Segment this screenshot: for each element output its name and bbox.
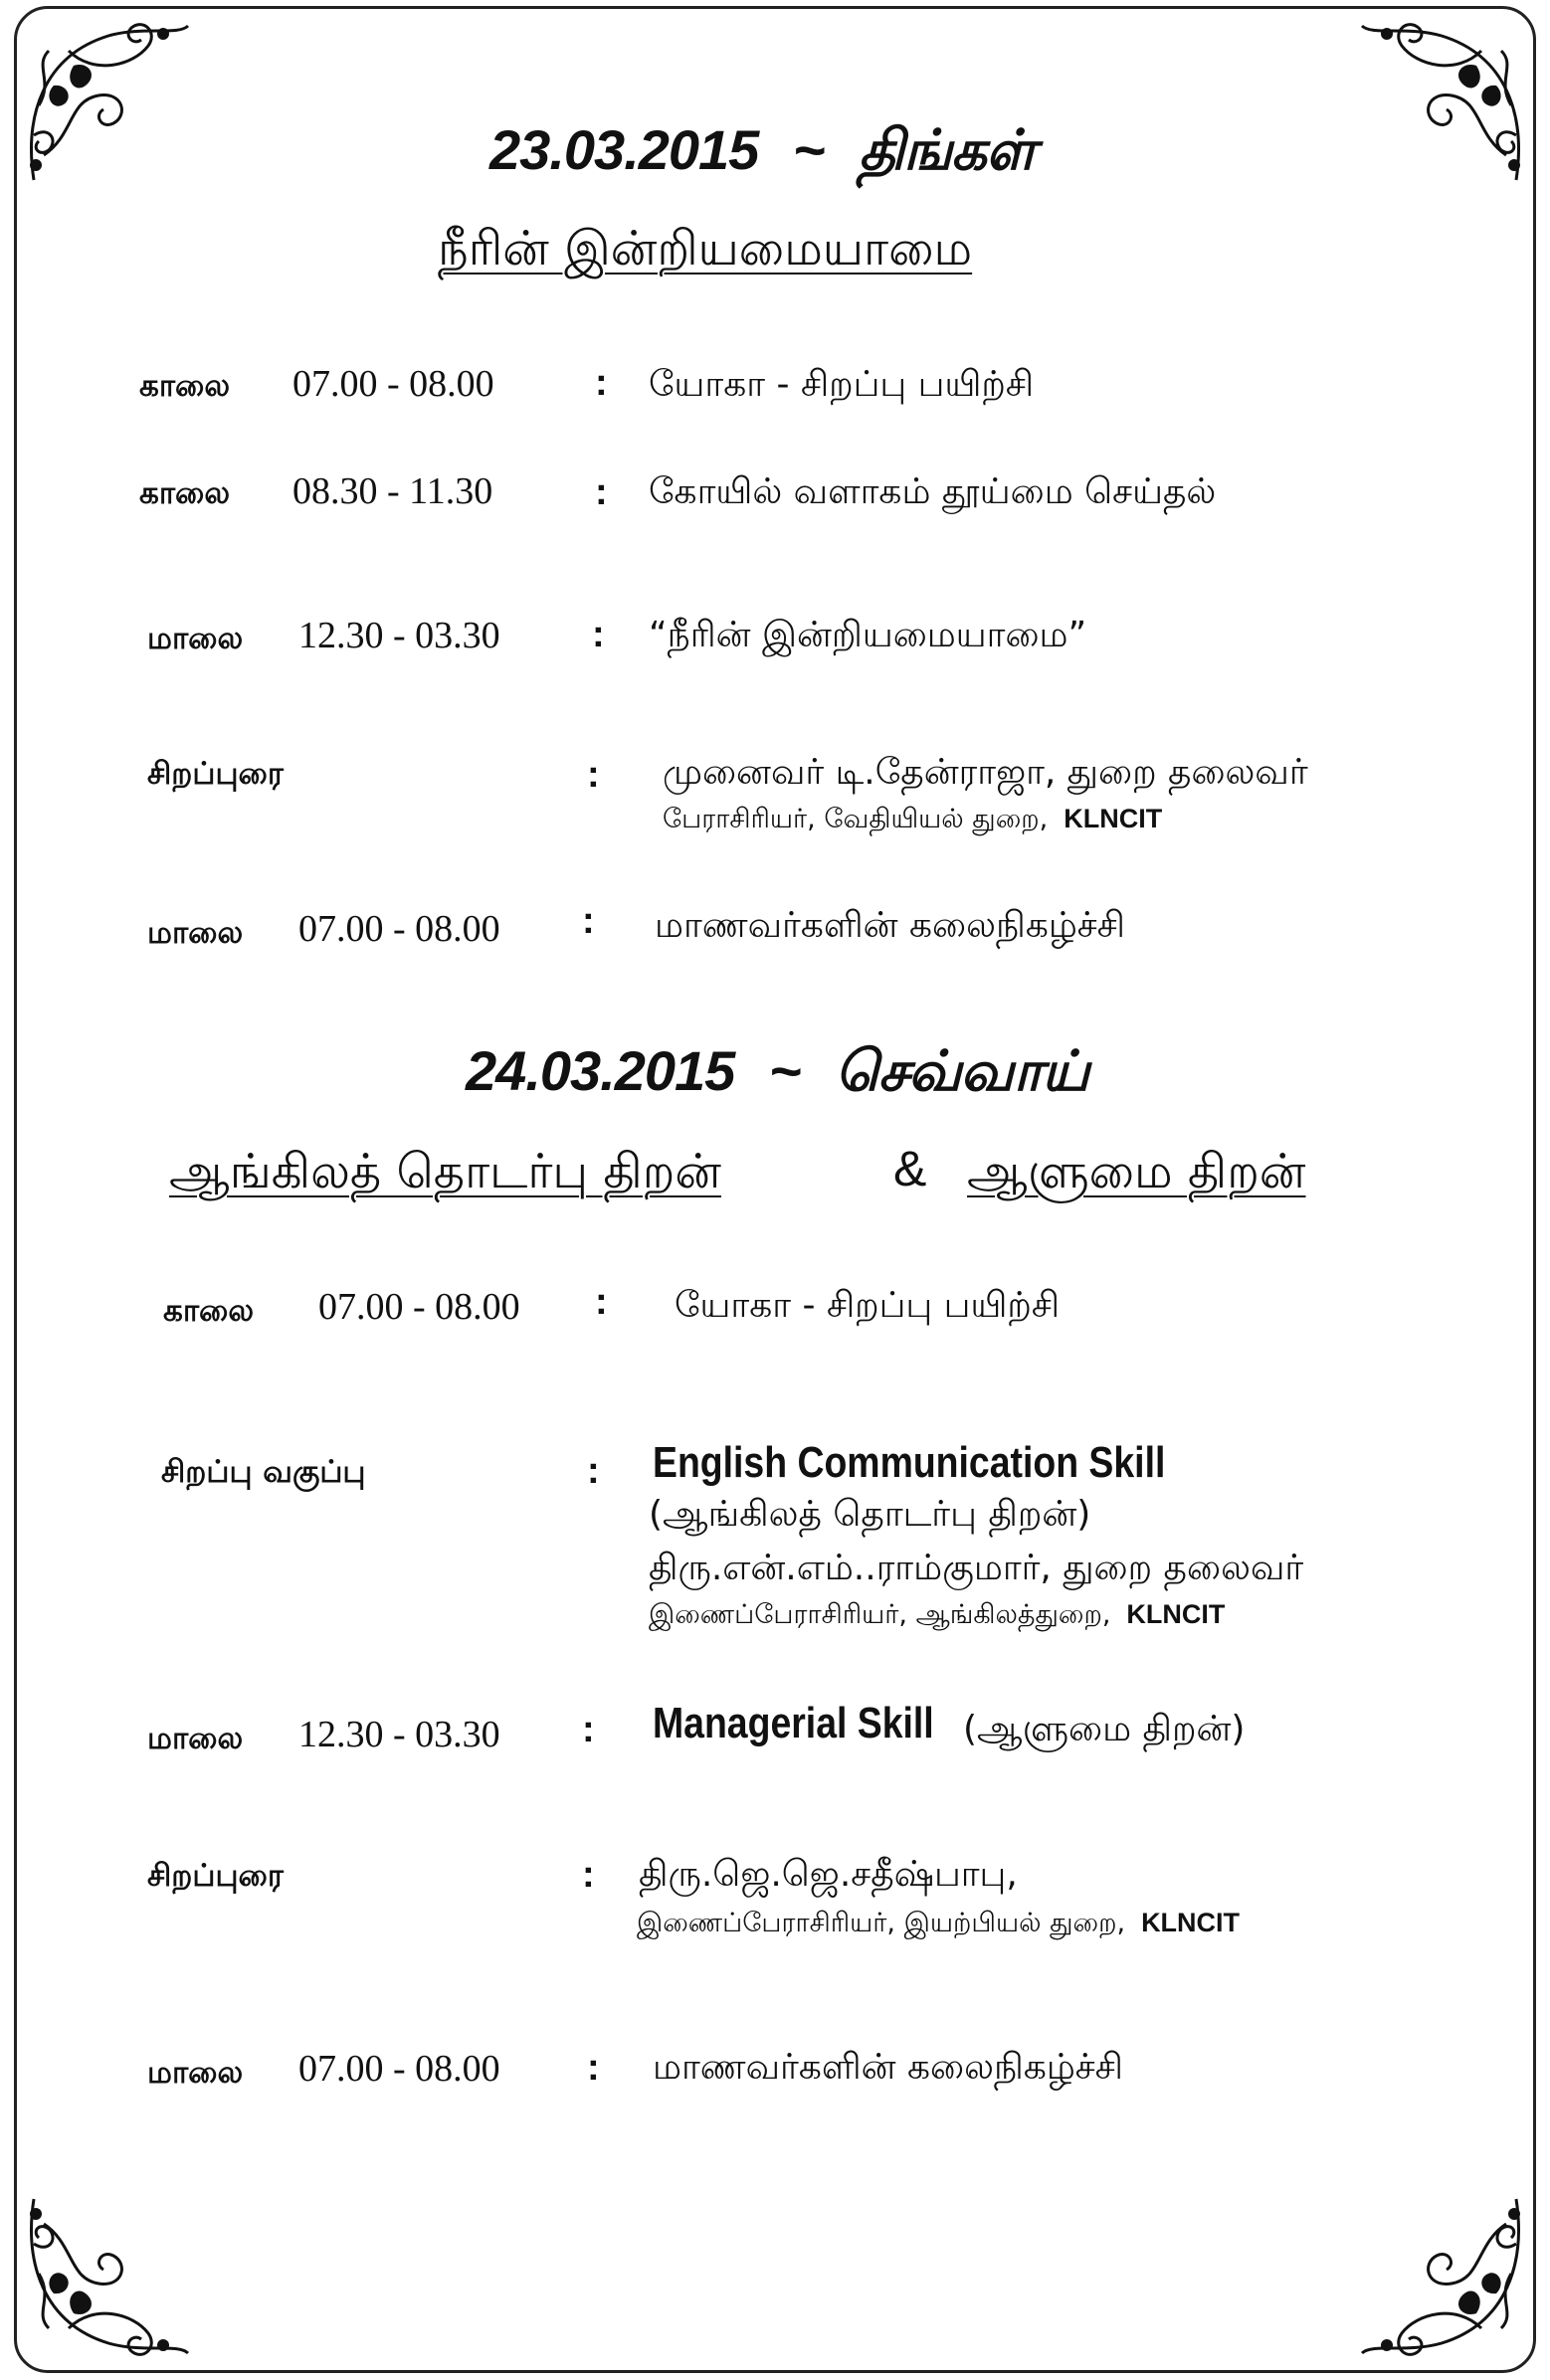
schedule-activity: “நீரின் இன்றியமையாமை” [649, 615, 1087, 655]
speaker-affiliation [637, 1908, 1240, 1942]
schedule-label: காலை [139, 475, 231, 511]
speaker-designation: இணைப்பேராசிரியர், இயற்பியல் துறை, [637, 1908, 1126, 1938]
colon-separator: : [595, 1281, 608, 1323]
class-title-english: English Communication Skill [653, 1438, 1166, 1487]
speaker-designation: இணைப்பேராசிரியர், ஆங்கிலத்துறை, [649, 1599, 1111, 1630]
class-title-tamil: (ஆங்கிலத் தொடர்பு திறன்) [649, 1494, 1091, 1535]
schedule-activity: கோயில் வளாகம் தூய்மை செய்தல் [649, 471, 1217, 512]
colon-separator: : [587, 754, 600, 796]
day2-date: 24.03.2015 [466, 1039, 735, 1102]
speaker-designation: பேராசிரியர், வேதியியல் துறை, [663, 804, 1049, 834]
schedule-activity: யோகா - சிறப்பு பயிற்சி [675, 1285, 1061, 1326]
speaker-affiliation [649, 1599, 1225, 1634]
corner-ornament-bottom-left [14, 2184, 203, 2373]
day2-title-left: ஆங்கிலத் தொடர்பு திறன் [169, 1144, 721, 1199]
speaker-name: முனைவர் டி.தேன்ராஜா, துறை தலைவர் [663, 752, 1308, 793]
speaker-affiliation [663, 804, 1162, 838]
schedule-label: மாலை [147, 2055, 244, 2091]
speaker-name: திரு.என்.எம்..ராம்குமார், துறை தலைவர் [649, 1548, 1304, 1588]
ampersand: & [893, 1141, 927, 1196]
schedule-activity: மாணவர்களின் கலைநிகழ்ச்சி [655, 905, 1125, 946]
schedule-label: மாலை [147, 1721, 244, 1756]
corner-ornament-top-right [1347, 6, 1536, 195]
schedule-time: 12.30 - 03.30 [298, 1714, 500, 1755]
day1-date-heading [489, 117, 1035, 190]
colon-separator: : [582, 1709, 595, 1750]
colon-separator: : [582, 900, 595, 942]
day1-weekday: திங்கள் [859, 118, 1036, 183]
institution-name: KLNCIT [1064, 804, 1163, 833]
schedule-label: காலை [163, 1293, 255, 1329]
colon-separator: : [582, 1854, 595, 1896]
schedule-label: சிறப்புரை [147, 756, 284, 792]
colon-separator: : [587, 1450, 600, 1492]
schedule-label: காலை [139, 368, 231, 404]
colon-separator: : [595, 362, 608, 404]
schedule-time: 07.00 - 08.00 [292, 363, 494, 405]
colon-separator: : [587, 2047, 600, 2089]
colon-separator: : [592, 614, 605, 655]
schedule-label: மாலை [147, 621, 244, 656]
schedule-time: 07.00 - 08.00 [298, 908, 500, 950]
schedule-label: மாலை [147, 915, 244, 951]
class-title-tamil: (ஆளுமை திறன்) [963, 1709, 1246, 1749]
schedule-time: 08.30 - 11.30 [292, 470, 493, 512]
schedule-time: 07.00 - 08.00 [318, 1286, 520, 1328]
schedule-time: 12.30 - 03.30 [298, 615, 500, 656]
speaker-name: திரு.ஜெ.ஜெ.சதீஷ்பாபு, [639, 1854, 1018, 1895]
schedule-time: 07.00 - 08.00 [298, 2048, 500, 2090]
day1-tilde: ~ [792, 118, 825, 181]
schedule-activity: மாணவர்களின் கலைநிகழ்ச்சி [653, 2047, 1123, 2088]
schedule-activity: யோகா - சிறப்பு பயிற்சி [649, 364, 1035, 405]
managerial-skill-label: Managerial Skill [653, 1699, 934, 1747]
class-title-english [653, 1699, 934, 1748]
corner-ornament-bottom-right [1347, 2184, 1536, 2373]
day2-date-heading [466, 1038, 1088, 1111]
corner-ornament-top-left [14, 6, 203, 195]
institution-name: KLNCIT [1141, 1908, 1241, 1937]
schedule-label: சிறப்பு வகுப்பு [161, 1454, 366, 1490]
day2-title-right: ஆளுமை திறன் [967, 1144, 1306, 1199]
colon-separator: : [595, 471, 608, 513]
day2-tilde: ~ [768, 1039, 801, 1102]
day1-date: 23.03.2015 [489, 118, 759, 181]
day2-weekday: செவ்வாய் [835, 1039, 1089, 1104]
schedule-label: சிறப்புரை [147, 1858, 284, 1894]
day1-title: நீரின் இன்றியமையாமை [438, 221, 973, 276]
institution-name: KLNCIT [1126, 1599, 1226, 1629]
